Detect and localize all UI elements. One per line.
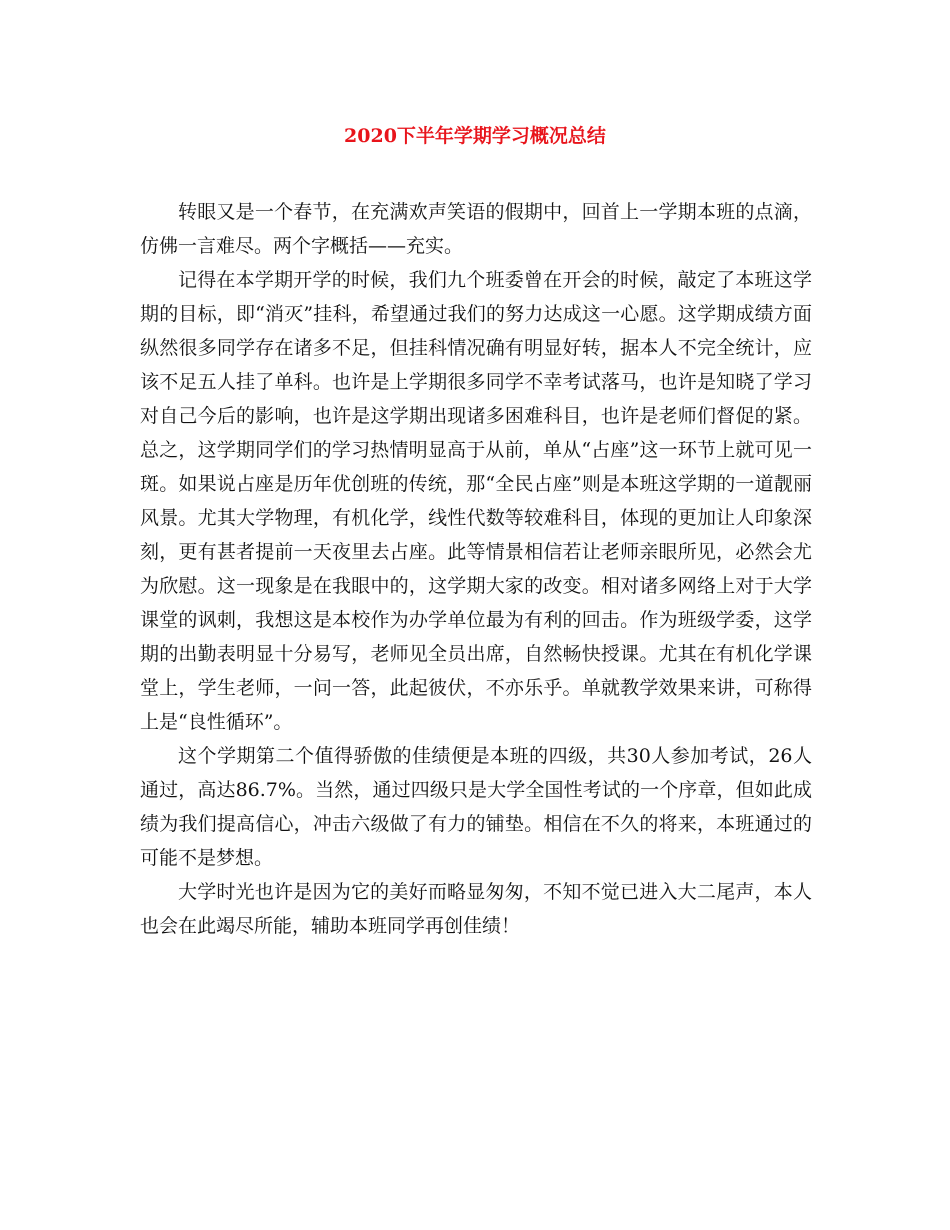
document-body: [140, 195, 812, 943]
paragraph-1: 转眼又是一个春节，在充满欢声笑语的假期中，回首上一学期本班的点滴，仿佛一言难尽。两个字概括——充实。: [140, 201, 812, 257]
paragraph-4: 大学时光也许是因为它的美好而略显匆匆，不知不觉已进入大二尾声，本人也会在此竭尽所能，辅助本班同学再创佳绩！: [140, 881, 812, 937]
paragraph-3: 这个学期第二个值得骄傲的佳绩便是本班的四级，共30人参加考试，26人通过，高达86.7%。当然，通过四级只是大学全国性考试的一个序章，但如此成绩为我们提高信心，冲击六级做了有力的铺垫。相信在不久的将来，本班通过的可能不是梦想。: [140, 745, 812, 869]
document-title: 2020下半年学期学习概况总结: [344, 125, 606, 147]
paragraph-2: 记得在本学期开学的时候，我们九个班委曾在开会的时候，敲定了本班这学期的目标，即“消灭”挂科，希望通过我们的努力达成这一心愿。这学期成绩方面纵然很多同学存在诸多不足，但挂科情况确有明显好转，据本人不完全统计，应该不足五人挂了单科。也许是上学期很多同学不幸考试落马，也许是知晓了学习对自己今后的影响，也许是这学期出现诸多困难科目，也许是老师们督促的紧。总之，这学期同学们的学习热情明显高于从前，单从“占座”这一环节上就可见一斑。如果说占座是历年优创班的传统，那“全民占座”则是本班这学期的一道靓丽风景。尤其大学物理，有机化学，线性代数等较难科目，体现的更加让人印象深刻，更有甚者提前一天夜里去占座。此等情景相信若让老师亲眼所见，必然会尤为欣慰。这一现象是在我眼中的，这学期大家的改变。相对诸多网络上对于大学课堂的讽刺，我想这是本校作为办学单位最为有利的回击。作为班级学委，这学期的出勤表明显十分易写，老师见全员出席，自然畅快授课。尤其在有机化学课堂上，学生老师，一问一答，此起彼伏，不亦乐乎。单就教学效果来讲，可称得上是“良性循环”。: [140, 269, 812, 733]
